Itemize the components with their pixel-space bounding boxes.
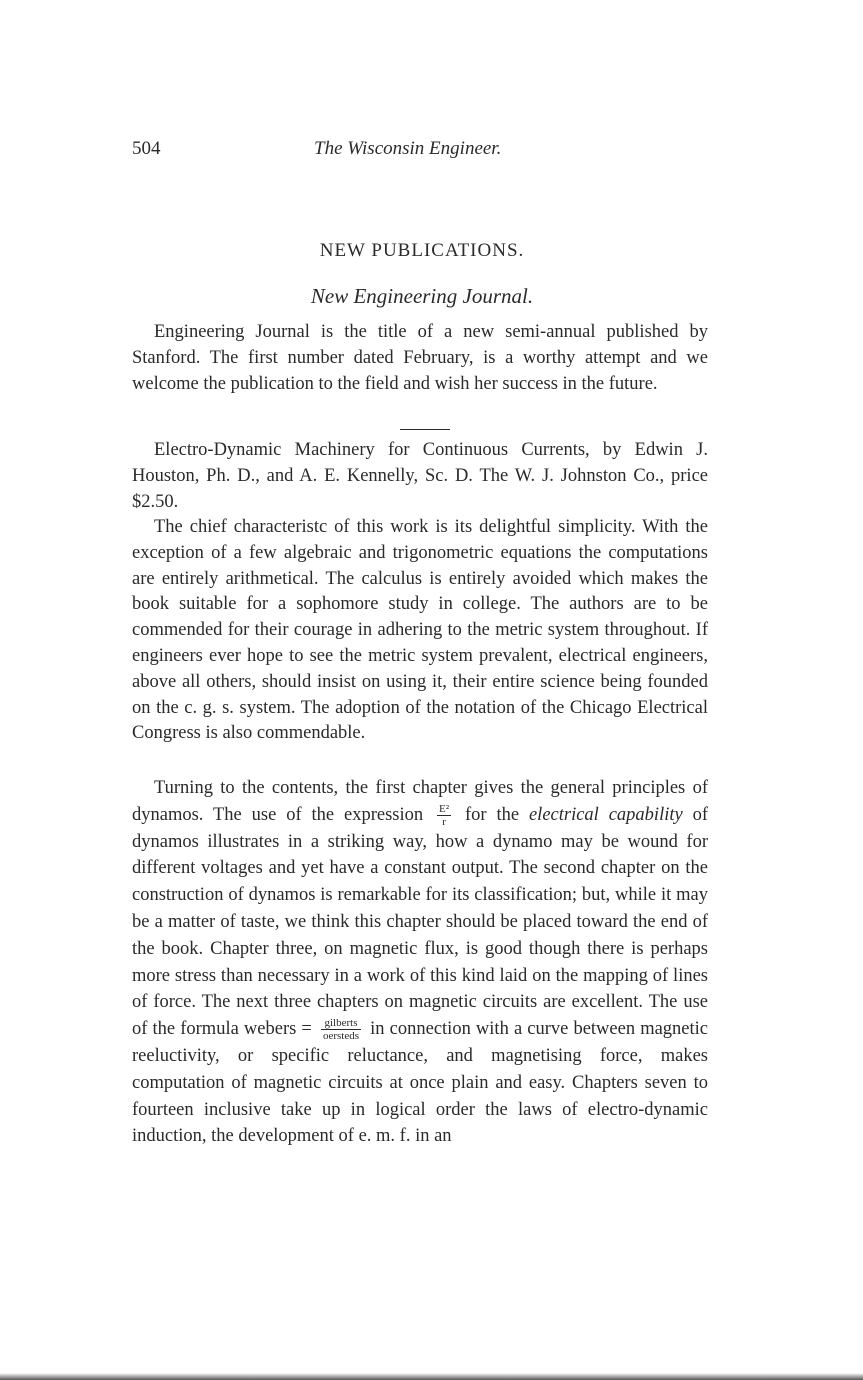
p2-text-d: in connection with a curve between magnetic reeluctivity, or specific reluctance, and magnetising force, makes computation of magnetic circuits at once plain and easy. Chapters seven to fourteen inclusive take up in logical order the laws of electro-dynamic induction, the development of e. m. f. in an: [132, 1019, 709, 1147]
p2-text-c: of dynamos illustrates in a striking way, how a dynamo may be wound for different voltages and yet have a constant output. The second chapter on the construction of dynamos is remarkable for its classification; but, while it may be a matter of taste, we think this chapter should be placed toward the end of the book. Chapter three, on magnetic flux, is good though there is perhaps more stress than necessary in a work of this kind laid on the mapping of lines of force. The next three chapters on magnetic circuits are excellent. The use of the formula webers =: [132, 804, 709, 1040]
review-paragraph-1: [132, 515, 708, 747]
article-title: New Engineering Journal.: [310, 284, 534, 308]
review-paragraph-2-text: [132, 775, 708, 1150]
divider-rule: [400, 429, 450, 430]
p2-text-a: Turning to the contents, the first chapter gives the general principles of dynamos. The use of the expression: [132, 778, 708, 825]
fraction-denominator: r: [442, 816, 446, 829]
page-number: 504: [132, 138, 161, 159]
fraction-e-squared-over-r: [437, 803, 451, 828]
review-heading: [132, 438, 708, 515]
p2-italic-term: electrical capability: [528, 804, 683, 825]
fraction-numerator: E²: [439, 803, 450, 816]
review-paragraph-1-text: The chief characteristc of this work is its delightful simplicity. With the exception of a few algebraic and trigonometric equations the computations are entirely arithmetical. The calculus is entirely avoided which makes the book suitable for a sophomore study in college. The authors are to be commended for their courage in adhering to the metric system throughout. If engineers ever hope to see the metric system prevalent, electrical engineers, above all others, should insist on using it, their entire science being founded on the c. g. s. system. The adoption of the notation of the Chicago Electrical Congress is also commendable.: [132, 517, 708, 744]
journal-paragraph-text: Engineering Journal is the title of a new semi-annual published by Stanford. The first number dated February, is a worthy attempt and we welcome the publication to the field and wish her success in the future.: [132, 322, 708, 394]
review-paragraph-2: [132, 775, 708, 1150]
page-header: [132, 138, 712, 168]
fraction-gilberts-over-oersteds: [321, 1017, 361, 1042]
review-heading-text: Electro-Dynamic Machinery for Continuous Currents, by Edwin J. Houston, Ph. D., and A. E. Kennelly, Sc. D. The W. J. Johnston Co., price $2.50.: [132, 440, 708, 512]
running-title: The Wisconsin Engineer.: [314, 138, 502, 159]
fraction-numerator: gilberts: [321, 1017, 361, 1030]
section-title: NEW PUBLICATIONS.: [319, 240, 525, 261]
journal-paragraph: [132, 320, 708, 397]
scan-edge-shadow: [0, 1373, 863, 1380]
fraction-denominator: oersteds: [322, 1030, 360, 1043]
p2-text-b: for the: [464, 804, 520, 825]
